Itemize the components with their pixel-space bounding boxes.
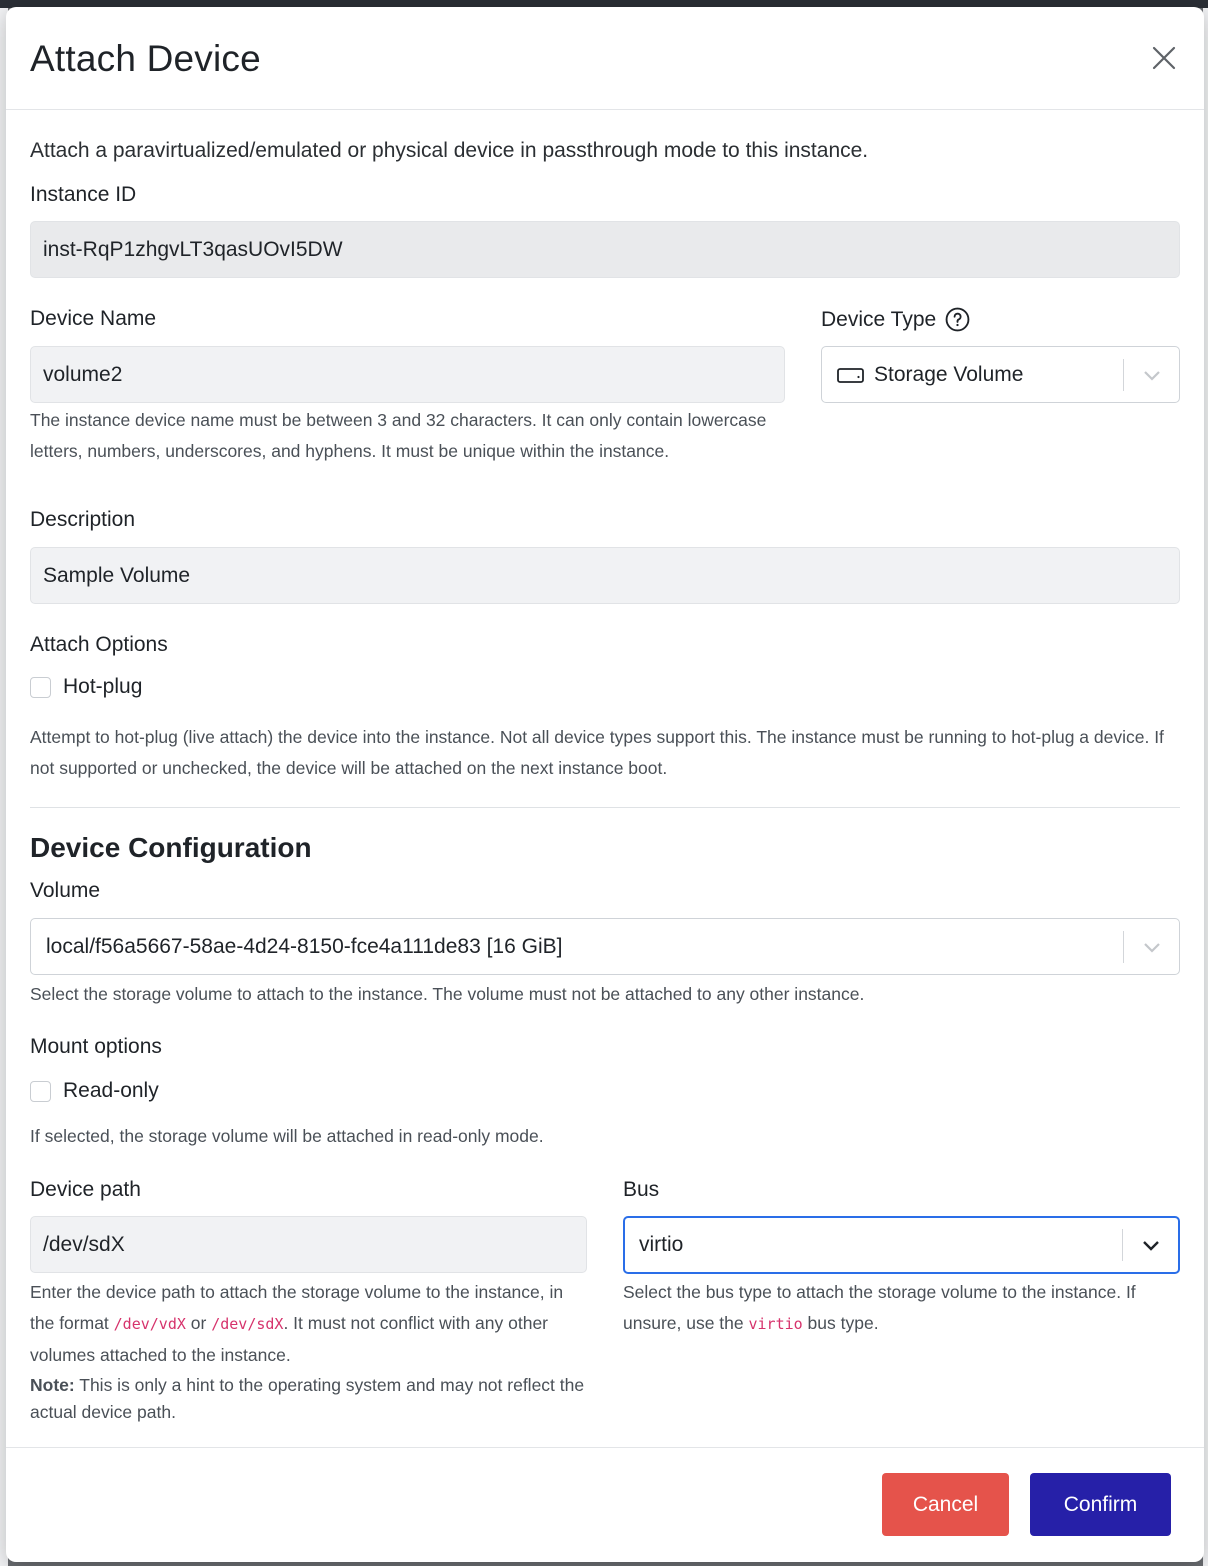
device-path-value: /dev/sdX <box>43 1232 125 1256</box>
device-path-help-part: or <box>185 1313 212 1333</box>
note-text: This is only a hint to the operating system and may not reflect the actual device path. <box>30 1375 585 1422</box>
device-path-label: Device path <box>30 1178 141 1201</box>
hard-drive-icon <box>837 366 864 384</box>
device-path-format-code: /dev/vdX <box>113 1315 186 1333</box>
volume-select[interactable] <box>30 918 1180 975</box>
modal-header <box>6 7 1204 110</box>
device-path-help-part: Enter the device path to attach the storage volume to the instance, in the format <box>30 1282 564 1333</box>
device-type-value: Storage Volume <box>874 362 1024 386</box>
device-type-select[interactable] <box>821 346 1180 403</box>
bus-help <box>623 1277 1183 1340</box>
instance-id-label: Instance ID <box>30 183 137 206</box>
device-path-help-part: . It must not conflict with any other volumes attached to the instance. <box>30 1313 549 1365</box>
volume-dropdown-toggle[interactable] <box>1124 941 1179 953</box>
device-type-dropdown-toggle[interactable] <box>1124 369 1179 381</box>
close-icon <box>1152 46 1176 70</box>
attach-options-label: Attach Options <box>30 633 168 656</box>
bus-value: virtio <box>639 1233 684 1256</box>
instance-id-value: inst-RqP1zhgvLT3qasUOvI5DW <box>43 237 343 261</box>
description-input[interactable] <box>30 547 1180 604</box>
modal-title: Attach Device <box>30 38 261 79</box>
readonly-help: If selected, the storage volume will be attached in read-only mode. <box>30 1126 544 1146</box>
bus-help-part: Select the bus type to attach the storage volume to the instance. If unsure, use the <box>623 1282 1136 1333</box>
hotplug-help: Attempt to hot-plug (live attach) the device into the instance. Not all device types support this. The instance must be running to hot-plug a device. If not supported or unchecked, the device will be attached on the next instance boot. <box>30 727 1164 778</box>
instance-id-field[interactable] <box>30 221 1180 278</box>
bus-select[interactable] <box>623 1216 1180 1274</box>
description-label: Description <box>30 508 136 531</box>
hotplug-label: Hot-plug <box>63 675 143 698</box>
hotplug-checkbox[interactable] <box>30 677 51 698</box>
bus-help-part: bus type. <box>802 1313 879 1333</box>
volume-help: Select the storage volume to attach to the instance. The volume must not be attached to any other instance. <box>30 984 865 1004</box>
device-name-label: Device Name <box>30 307 157 330</box>
device-path-input[interactable] <box>30 1216 587 1273</box>
modal-intro: Attach a paravirtualized/emulated or physical device in passthrough mode to this instance. <box>30 139 869 162</box>
chevron-down-icon <box>1143 941 1161 953</box>
volume-label: Volume <box>30 879 101 902</box>
chevron-down-icon <box>1143 369 1161 381</box>
bus-dropdown-toggle[interactable] <box>1123 1239 1178 1251</box>
device-path-format-code: /dev/sdX <box>211 1315 284 1333</box>
readonly-checkbox[interactable] <box>30 1081 51 1102</box>
volume-value: local/f56a5667-58ae-4d24-8150-fce4a111de83 [16 GiB] <box>46 934 563 958</box>
bus-label: Bus <box>623 1178 660 1201</box>
device-path-help <box>30 1277 590 1426</box>
help-circle-icon[interactable] <box>945 307 970 332</box>
device-path-help-text <box>30 1277 590 1371</box>
description-value: Sample Volume <box>43 563 191 587</box>
bus-code: virtio <box>748 1315 803 1333</box>
device-path-note <box>30 1372 590 1426</box>
chevron-down-icon <box>1142 1239 1160 1251</box>
close-button[interactable] <box>1146 40 1182 76</box>
hotplug-checkbox-row[interactable] <box>30 675 142 699</box>
readonly-label: Read-only <box>63 1079 159 1102</box>
device-type-label-row <box>821 307 970 332</box>
confirm-button[interactable]: Confirm <box>1030 1473 1171 1536</box>
device-type-label: Device Type <box>821 307 937 331</box>
note-label: Note: <box>30 1375 75 1395</box>
cancel-button[interactable]: Cancel <box>882 1473 1009 1536</box>
readonly-checkbox-row[interactable] <box>30 1079 159 1103</box>
device-name-help: The instance device name must be between 3 and 32 characters. It can only contain lowercase letters, numbers, underscores, and hyphens. It must be unique within the instance. <box>30 410 767 461</box>
device-configuration-title: Device Configuration <box>30 832 312 863</box>
section-divider <box>30 807 1180 808</box>
attach-device-modal <box>6 7 1204 1562</box>
mount-options-label: Mount options <box>30 1035 162 1058</box>
modal-footer <box>6 1447 1204 1562</box>
device-name-input[interactable] <box>30 346 785 403</box>
device-name-value: volume2 <box>43 362 123 386</box>
